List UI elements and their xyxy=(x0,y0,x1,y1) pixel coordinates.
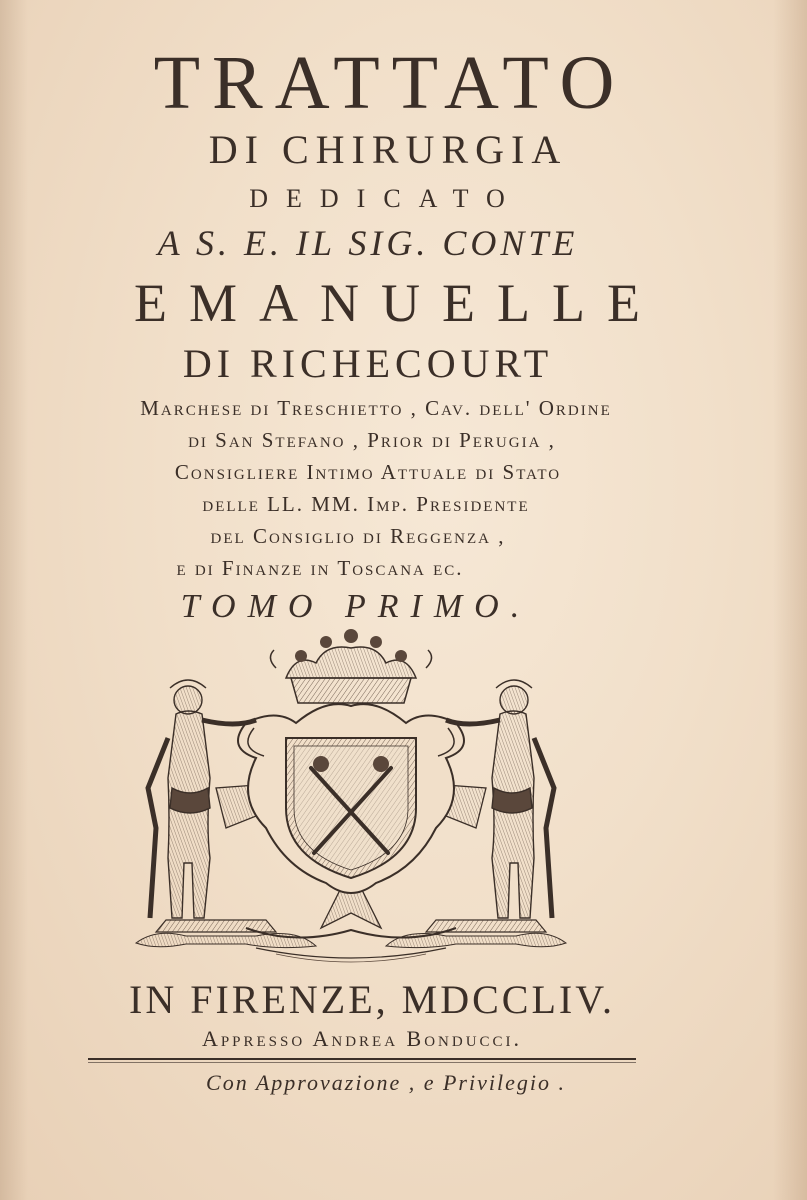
dedicatee-line: A S. E. IL SIG. CONTE xyxy=(157,223,579,263)
dedication-word: DEDICATO xyxy=(249,184,523,213)
coat-of-arms-emblem xyxy=(126,628,576,973)
dedicatee-title-line: e di Finanze in Toscana ec. xyxy=(176,556,464,580)
dedicatee-title-line: delle LL. MM. Imp. Presidente xyxy=(202,492,530,516)
dedicatee-surname: DI RICHECOURT xyxy=(182,341,554,386)
right-pedestal xyxy=(386,920,566,948)
left-pedestal xyxy=(136,920,316,948)
dedicatee-title-line: di San Stefano , Prior di Perugia , xyxy=(188,428,556,452)
garland xyxy=(246,928,456,938)
dedicatee-title-line: Consigliere Intimo Attuale di Stato xyxy=(174,460,562,484)
dedicatee-title-line: Marchese di Treschietto , Cav. dell' Ordine xyxy=(140,396,612,420)
dedicatee-title-line: del Consiglio di Reggenza , xyxy=(210,524,506,548)
divider-rule xyxy=(88,1058,636,1060)
imprint-city-year: IN FIRENZE, MDCCLIV. xyxy=(129,977,615,1022)
divider-rule-thin xyxy=(88,1062,636,1063)
imprint-printer: Appresso Andrea Bonducci. xyxy=(201,1026,523,1051)
dedicatee-name: EMANUELLE xyxy=(134,273,662,333)
privilege-line: Con Approvazione , e Privilegio . xyxy=(206,1070,566,1095)
coronet-crown xyxy=(270,629,431,703)
book-title: TRATTATO xyxy=(153,41,627,125)
volume-label: TOMO PRIMO. xyxy=(180,588,532,625)
book-subtitle: DI CHIRURGIA xyxy=(208,127,568,172)
